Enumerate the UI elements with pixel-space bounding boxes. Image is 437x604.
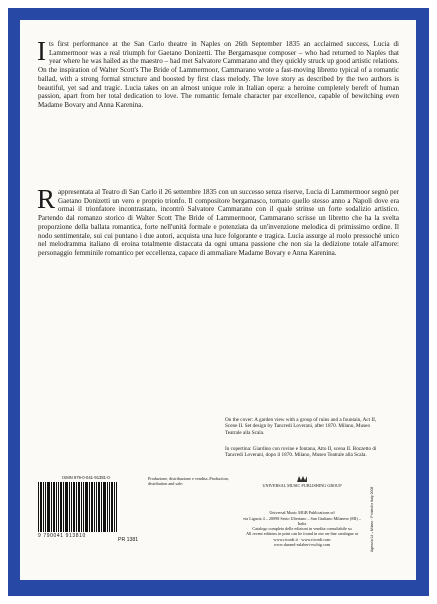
italian-description [37,184,399,258]
publisher-line: www.durand-salabert-eschig.com [273,542,331,548]
english-body: ts first performance at the San Carlo theatre in Naples on 26th September 1835 an acclaimed success, Lucia di Lammermoor was a real triumph for Gaetano Donizetti. The Bergamasque composer – who had returned to Naples that year where he was hailed as the maestro – had met Salvatore Cammarano and they quickly struck up good artistic relations. On the inspiration of Walter Scott's The Bride of Lammermoor, Cammarano wrote a fast-moving libretto typical of a romantic ballad, with a strong formal structure and boosted by first class melody. The love story as described by the two authors is beautiful, yet sad and tragic. Lucia takes on an almost unique role in Italian opera: a heroine completely bereft of human passion, apart from her total dedication to love. The romantic female character par excellence, capable of bewitching even Madame Bovary and Anna Karenina. [38,40,399,109]
dropcap-italian: R [37,184,56,214]
english-description [37,36,399,110]
order-code: PR 1381 [118,537,139,543]
cover-caption-english: On the cover: A garden view with a group of ruins and a fountain, Act II, Scene II. Set design by Tancredi Loverani, after 1870. Milano, Museo Teatrale alla Scala. [225,417,377,436]
isbn-label: ISMN 979-0-041-91381-0 [62,475,110,480]
italian-body: appresentata al Teatro di San Carlo il 26 settembre 1835 con un successo senza riserve, Lucia di Lammermoor segnò per Gaetano Donizetti un vero e proprio trionfo. Il compositore bergamasco, tornato quello stesso anno a Napoli dove era ormai il trionfatore incontrastato, incontrò Salvatore Cammarano con il quale strinse un forte sodalizio artistico. Partendo dal romanzo storico di Walter Scott The Bride of Lammermoor, Cammarano scrisse un libretto che ha la svelta proporzione della ballata romantica, forte nell'unità formale e potenziata da un'invenzione melodica di primissimo ordine. Il nodo sentimentale, sui cui puntano i due autori, acquista una luce folgorante e tragica. Lucia assurge al ruolo pressoché unico nel melodramma italiano di eroina totalmente distaccata da ogni umana passione che non sia la dedizione totale all'amore: personaggio femminile romantico per eccellenza, capace di ammaliare Madame Bovary e Anna Karenina. [38,188,399,257]
publisher-line: All recent editions in print can be found in our on-line catalogue at [246,531,358,537]
publisher-logo-text: UNIVERSAL MUSIC PUBLISHING GROUP [262,483,342,488]
cover-caption-italian: In copertina: Giardino con rovine e fontana, Atto II, scena II. Bozzetto di Tancredi Loverani, dopo il 1870. Milano, Museo Teatrale alla Scala. [225,446,377,459]
barcode-bars [38,482,130,532]
printer-code: Agenzia Lil – Milano · Printed in Italy 2008 [370,486,374,552]
publisher-logo [242,476,362,488]
production-note: Produzione, distribuzione e vendita–Production, distribution and sale: [148,476,229,487]
publisher-line: Universal Music MGB Publications srl [269,510,335,516]
publisher-line: Catalogo completo delle edizioni in vendita consultabile su [252,526,352,532]
universal-logo-icon [297,476,307,482]
publisher-line: via Liguria 4 – 20098 Sesto Ulteriano – San Giuliano Milanese (MI) – Italia [243,515,361,526]
barcode-digits: 9 790041 913810 [38,533,86,539]
dropcap-english: I [37,36,46,66]
publisher-info [242,476,362,547]
publisher-line: www.ricordi.it · www.ricordi.com [273,536,331,542]
